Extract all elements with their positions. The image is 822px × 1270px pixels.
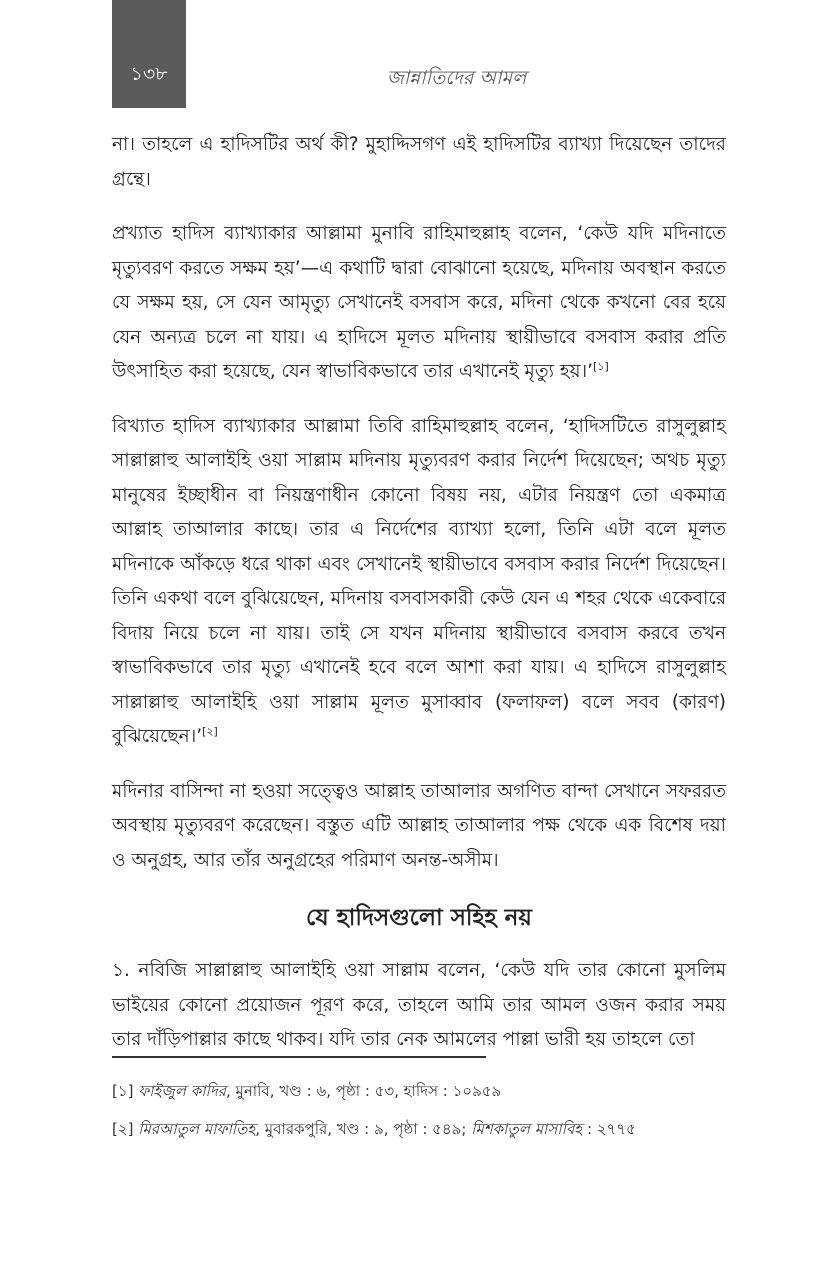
footnotes xyxy=(112,1080,726,1156)
page-number-block xyxy=(112,0,186,108)
footnote-1 xyxy=(112,1080,726,1102)
running-title: জান্নাতিদের আমল xyxy=(386,67,527,89)
footnote-marker: [২] xyxy=(112,1120,134,1138)
paragraph-text: বিখ্যাত হাদিস ব্যাখ্যাকার আল্লামা তিবি রাহিমাহুল্লাহ বলেন, ‘হাদিসটিতে রাসুলুল্লাহ সাল্লাল্লাহু আলাইহি ওয়া সাল্লাম মদিনায় মৃত্যুবরণ করার নির্দেশ দিয়েছেন; অথচ মৃত্যু মানুষের ইচ্ছাধীন বা নিয়ন্ত্রণাধীন কোনো বিষয় নয়, এটার নিয়ন্ত্রণ তো একমাত্র আল্লাহ তাআলার কাছে। তার এ নির্দেশের ব্যাখ্যা হলো, তিনি এটা বলে মূলত মদিনাকে আঁকড়ে ধরে থাকা এবং সেখানেই স্থায়ীভাবে বসবাস করার নির্দেশ দিয়েছেন। তিনি একথা বলে বুঝিয়েছেন, মদিনায় বসবাসকারী কেউ যেন এ শহর থেকে একেবারে বিদায় নিয়ে চলে না যায়। তাই সে যখন মদিনায় স্থায়ীভাবে বসবাস করবে তখন স্বাভাবিকভাবে তার মৃত্যু এখানেই হবে বলে আশা করা যায়। এ হাদিসে রাসুলুল্লাহ সাল্লাল্লাহু আলাইহি ওয়া সাল্লাম মূলত মুসাব্বাব (ফলাফল) বলে সবব (কারণ) বুঝিয়েছেন।’ xyxy=(112,415,726,747)
footnote-reference[interactable]: [১] xyxy=(593,359,609,373)
footnote-book-title: ফাইজুল কাদির xyxy=(138,1082,226,1100)
footnote-reference[interactable]: [২] xyxy=(202,724,218,738)
paragraph-4 xyxy=(112,775,726,879)
paragraph-text: না। তাহলে এ হাদিসটির অর্থ কী? মুহাদ্দিসগণ এই হাদিসটির ব্যাখ্যা দিয়েছেন তাদের গ্রন্থে। xyxy=(112,134,726,190)
footnote-book-title-2: মিশকাতুল মাসাবিহ xyxy=(471,1120,583,1138)
footnote-citation: , মুনাবি, খণ্ড : ৬, পৃষ্ঠা : ৫৩, হাদিস : ১০৯৫৯ xyxy=(225,1082,502,1100)
footnote-divider xyxy=(112,1056,486,1058)
page-number: ১৩৮ xyxy=(130,63,168,85)
footnote-citation-2: : ২৭৭৫ xyxy=(582,1120,636,1138)
paragraph-text: মদিনার বাসিন্দা না হওয়া সত্ত্বেও আল্লাহ তাআলার অগণিত বান্দা সেখানে সফররত অবস্থায় মৃত্যুবরণ করেছেন। বস্তুত এটি আল্লাহ তাআলার পক্ষ থেকে এক বিশেষ দয়া ও অনুগ্রহ, আর তাঁর অনুগ্রহের পরিমাণ অনন্ত-অসীম। xyxy=(112,780,726,871)
section-heading: যে হাদিসগুলো সহিহ নয় xyxy=(306,905,532,931)
list-item-1 xyxy=(112,954,726,1058)
footnote-citation: , মুবারকপুরি, খণ্ড : ৯, পৃষ্ঠা : ৫৪৯; xyxy=(255,1120,472,1138)
paragraph-3 xyxy=(112,410,726,755)
footnote-marker: [১] xyxy=(112,1082,134,1100)
footnote-book-title: মিরআতুল মাফাতিহ xyxy=(138,1120,256,1138)
paragraph-1 xyxy=(112,128,726,197)
paragraph-2 xyxy=(112,217,726,390)
paragraph-text: প্রখ্যাত হাদিস ব্যাখ্যাকার আল্লামা মুনাবি রাহিমাহুল্লাহ বলেন, ‘কেউ যদি মদিনাতে মৃত্যুবরণ করতে সক্ষম হয়’—এ কথাটি দ্বারা বোঝানো হয়েছে, মদিনায় অবস্থান করতে যে সক্ষম হয়, সে যেন আমৃত্যু সেখানেই বসবাস করে, মদিনা থেকে কখনো বের হয়ে যেন অন্যত্র চলে না যায়। এ হাদিসে মূলত মদিনায় স্থায়ীভাবে বসবাস করার প্রতি উৎসাহিত করা হয়েছে, যেন স্বাভাবিকভাবে তার এখানেই মৃত্যু হয়।’ xyxy=(112,223,726,382)
list-item-text: ১. নবিজি সাল্লাল্লাহু আলাইহি ওয়া সাল্লাম বলেন, ‘কেউ যদি তার কোনো মুসলিম ভাইয়ের কোনো প্রয়োজন পূরণ করে, তাহলে আমি তার আমল ওজন করার সময় তার দাঁড়িপাল্লার কাছে থাকব। যদি তার নেক আমলের পাল্লা ভারী হয় তাহলে তো xyxy=(112,960,726,1050)
body-text xyxy=(112,128,726,1078)
footnote-2 xyxy=(112,1118,726,1140)
